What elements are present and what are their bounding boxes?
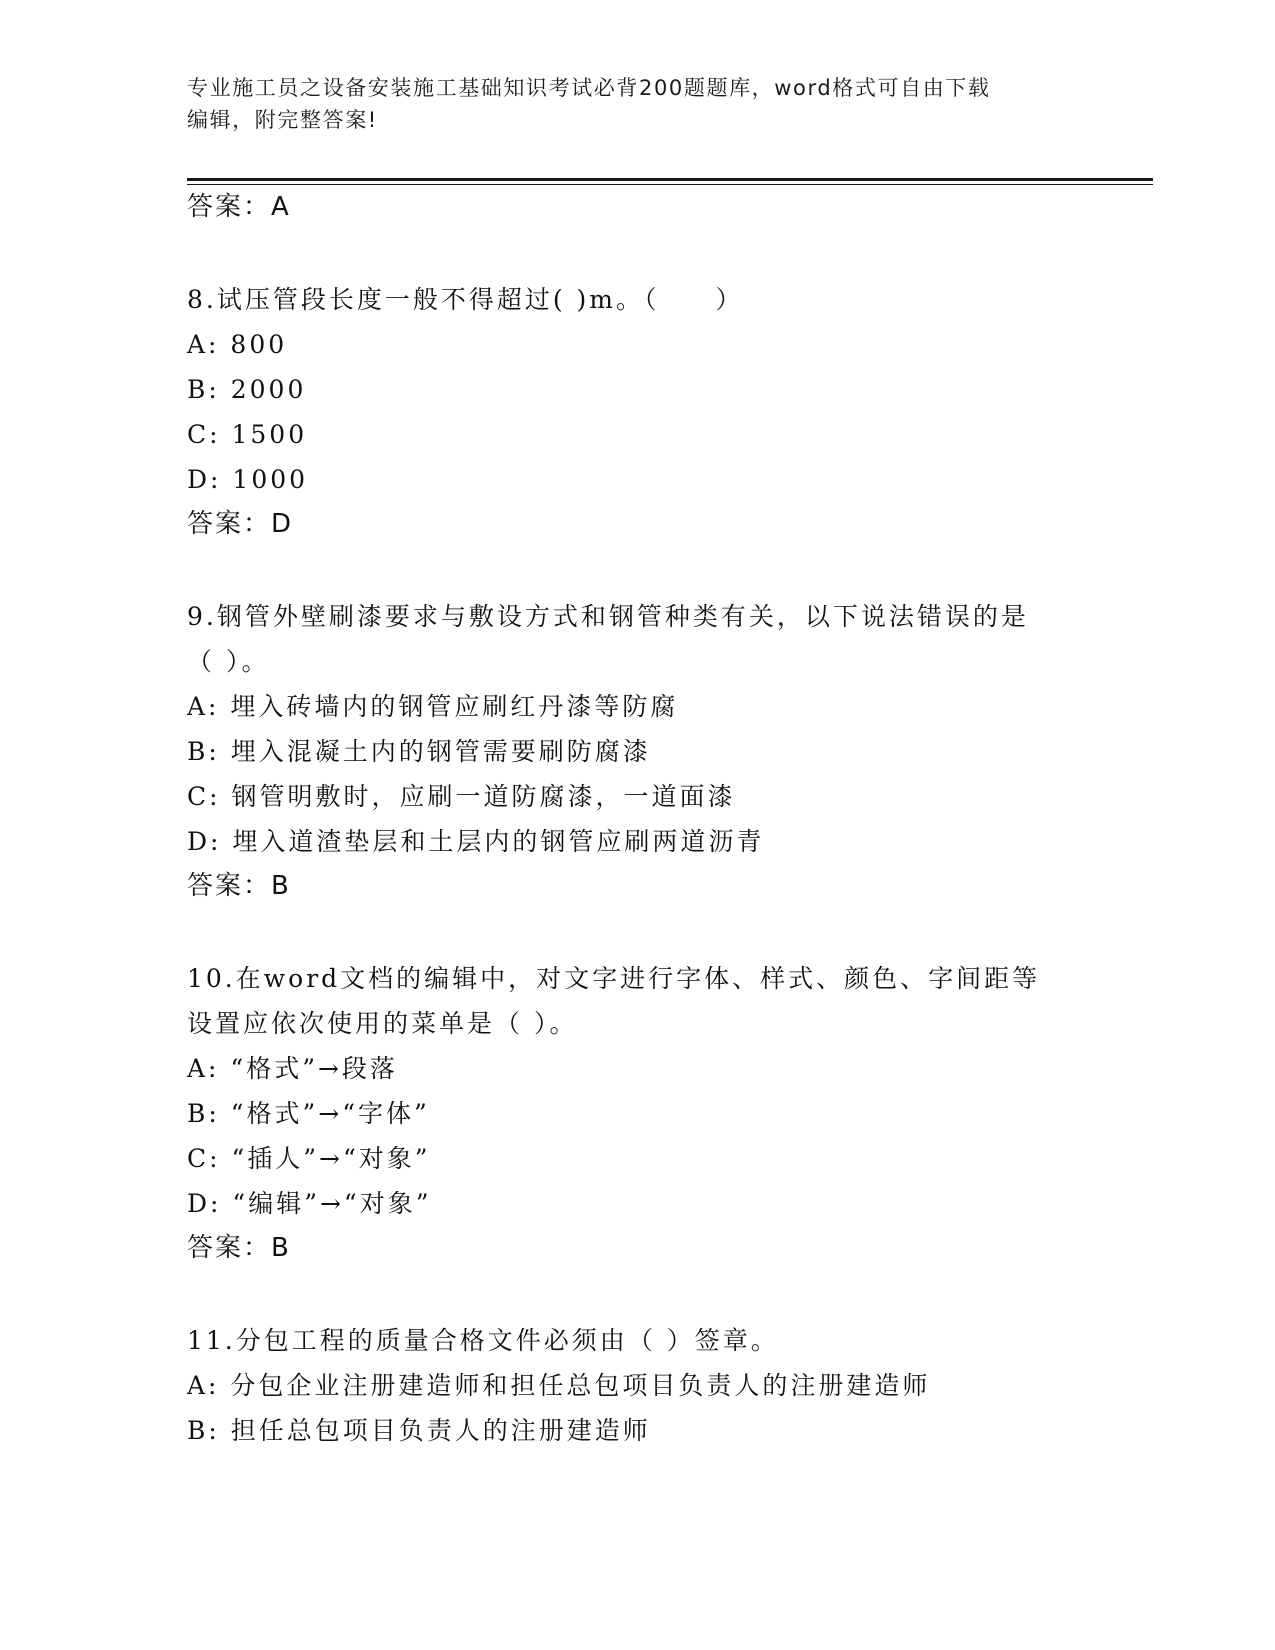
header-title-line-2: 编辑，附完整答案! xyxy=(187,108,378,132)
option-a: A: 分包企业注册建造师和担任总包项目负责人的注册建造师 xyxy=(187,1371,931,1400)
previous-answer: 答案：A xyxy=(187,192,291,222)
question-list xyxy=(187,185,1087,1453)
question-stem: 11.分包工程的质量合格文件必须由（ ）签章。 xyxy=(187,1326,779,1355)
header-title-line-1: 专业施工员之设备安装施工基础知识考试必背200题题库，word格式可自由下载 xyxy=(187,76,991,100)
header-divider-thick xyxy=(187,178,1153,181)
question-stem-continued: （ ）。 xyxy=(187,647,270,676)
question-10 xyxy=(187,956,1087,1271)
question-stem-continued: 设置应依次使用的菜单是（ ）。 xyxy=(187,1009,578,1038)
document-header xyxy=(187,72,1067,136)
option-c: C: “插人”→“对象” xyxy=(187,1144,431,1173)
question-11 xyxy=(187,1318,1087,1453)
question-9 xyxy=(187,594,1087,909)
option-c: C: 钢管明敷时，应刷一道防腐漆，一道面漆 xyxy=(187,782,736,811)
answer: 答案：D xyxy=(187,509,294,539)
question-8 xyxy=(187,277,1087,547)
option-a: A: 埋入砖墙内的钢管应刷红丹漆等防腐 xyxy=(187,692,679,721)
option-d: D: 埋入道渣垫层和土层内的钢管应刷两道沥青 xyxy=(187,827,765,856)
option-b: B: “格式”→“字体” xyxy=(187,1099,430,1128)
option-b: B: 担任总包项目负责人的注册建造师 xyxy=(187,1416,651,1445)
answer: 答案：B xyxy=(187,1233,291,1263)
option-d: D: “编辑”→“对象” xyxy=(187,1189,432,1218)
option-c: C: 1500 xyxy=(187,420,308,449)
answer: 答案：B xyxy=(187,871,291,901)
question-stem: 8.试压管段长度一般不得超过( )m。（ ） xyxy=(187,285,744,314)
option-a: A: 800 xyxy=(187,330,288,359)
option-b: B: 2000 xyxy=(187,375,307,404)
option-d: D: 1000 xyxy=(187,465,309,494)
question-stem: 9.钢管外壁刷漆要求与敷设方式和钢管种类有关，以下说法错误的是 xyxy=(187,602,1029,631)
option-a: A: “格式”→段落 xyxy=(187,1054,398,1083)
option-b: B: 埋入混凝土内的钢管需要刷防腐漆 xyxy=(187,737,651,766)
question-stem: 10.在word文档的编辑中，对文字进行字体、样式、颜色、字间距等 xyxy=(187,964,1041,993)
